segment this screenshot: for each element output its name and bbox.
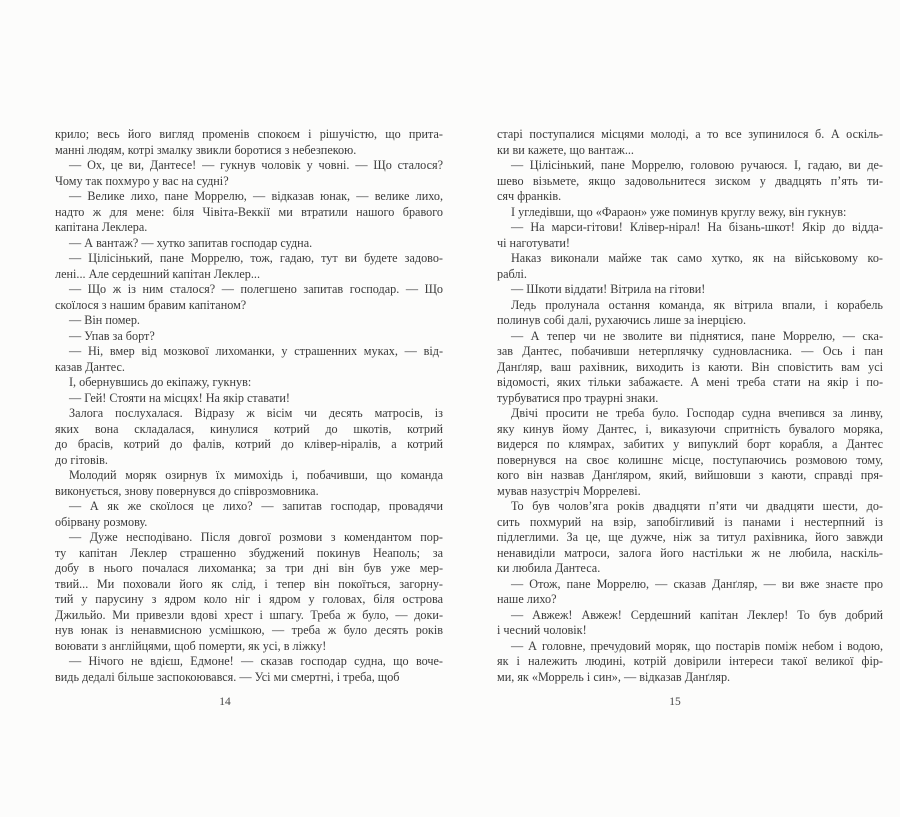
text-line: зав Дантес, побачивши нетерплячку судновласника. — Ось і пан bbox=[497, 344, 883, 358]
paragraph bbox=[55, 282, 443, 313]
text-line: ненавиділи матроси, залога його настільки ж не любила, наскіль- bbox=[497, 545, 883, 560]
text-line: І, обернувшись до екіпажу, гукнув: bbox=[69, 375, 252, 389]
page-left-text bbox=[55, 127, 443, 685]
paragraph bbox=[55, 654, 443, 685]
text-line: нув юнак із ненавмисною усмішкою, — треба ж було десять років bbox=[55, 623, 443, 637]
paragraph bbox=[497, 220, 883, 251]
text-line: скоїлося з нашим бравим капітаном? bbox=[55, 297, 247, 312]
text-line: — Гей! Стояти на місцях! На якір ставати! bbox=[69, 390, 290, 405]
text-line: до брасів, котрий до фалів, котрий до клівер-ніралів, а котрий bbox=[55, 437, 443, 451]
text-line: — Він помер. bbox=[69, 313, 140, 327]
text-line: — Нічого не вдієш, Едмоне! — сказав господар судна, що воче- bbox=[69, 654, 443, 668]
text-line: ки ви кажете, що вантаж... bbox=[497, 142, 634, 157]
paragraph bbox=[497, 499, 883, 577]
text-line: Ледь пролунала остання команда, як вітрила впали, і корабель bbox=[511, 297, 883, 312]
text-line: То був чолов’яга років двадцяти п’яти чи двадцяти шести, до- bbox=[511, 499, 883, 513]
text-line: Двічі просити не треба було. Господар судна вчепився за линву, bbox=[511, 406, 883, 420]
text-line: казав Дантес. bbox=[55, 359, 125, 374]
paragraph bbox=[497, 406, 883, 499]
text-line: — Що ж із ним сталося? — полегшено запитав господар. — Що bbox=[69, 282, 443, 296]
paragraph bbox=[497, 298, 883, 329]
text-line: до гітовів. bbox=[55, 452, 108, 467]
text-line: — Упав за борт? bbox=[69, 328, 155, 343]
text-line: мував назустріч Моррелеві. bbox=[497, 483, 641, 498]
text-line: — На марси-гітови! Клівер-нірал! На бізань-шкот! Якір до відда- bbox=[511, 220, 883, 234]
text-line: підлеглими. За це, ще дужче, ніж за титул рахівника, його завжди bbox=[497, 530, 883, 544]
page-number-left: 14 bbox=[219, 696, 231, 708]
text-line: сяч франків. bbox=[497, 189, 562, 203]
text-line: ту капітан Леклер страшенно збуджений покинув Неаполь; за bbox=[55, 545, 443, 560]
text-line: — Велике лихо, пане Моррелю, — відказав юнак, — велике лихо, bbox=[69, 189, 443, 203]
text-line: виконується, знову повернувся до співрозмовника. bbox=[55, 483, 319, 498]
text-line: старі поступалися місцями молоді, а то все зупинилося б. А оскіль- bbox=[497, 127, 883, 141]
text-line: — Отож, пане Моррелю, — сказав Данґляр, — ви вже знаєте про bbox=[511, 576, 883, 591]
text-line: повернувся на своє колишнє місце, поступаючись розмовою тому, bbox=[497, 452, 883, 467]
text-line: чі наготувати! bbox=[497, 235, 570, 250]
paragraph bbox=[55, 251, 443, 282]
text-line: — А головне, пречудовий моряк, що постарів поміж небом і водою, bbox=[511, 638, 883, 653]
text-line: Молодий моряк озирнув їх мимохідь і, побачивши, що команда bbox=[69, 468, 443, 482]
text-line: раблі. bbox=[497, 266, 527, 281]
text-line: яких вона складалася, кинулися котрий до шкотів, котрий bbox=[55, 421, 443, 436]
text-line: — Шкоти віддати! Вітрила на гітови! bbox=[511, 282, 706, 296]
text-line: видерся по клямрах, забитих у випуклий борт корабля, а Дантес bbox=[497, 437, 883, 451]
text-line: — Дуже несподівано. Після довгої розмови з комендантом пор- bbox=[69, 530, 443, 544]
paragraph bbox=[497, 608, 883, 639]
text-line: — Цілісінький, пане Моррелю, головою ручаюся. І, гадаю, ви де- bbox=[511, 158, 883, 172]
paragraph bbox=[55, 189, 443, 236]
text-line: тий у парусину з ядром коло ніг і ядром у головах, біля острова bbox=[55, 592, 443, 606]
paragraph bbox=[497, 158, 883, 205]
paragraph bbox=[55, 236, 443, 252]
text-line: І угледівши, що «Фараон» уже поминув круглу вежу, він гукнув: bbox=[511, 204, 847, 219]
text-line: манні людям, котрі змалку звикли боротися з небезпекою. bbox=[55, 142, 357, 157]
text-line: надто ж для мене: біля Чівіта-Веккії ми втратили нашого бравого bbox=[55, 204, 443, 219]
text-line: — Ох, це ви, Дантесе! — гукнув чоловік у човні. — Що сталося? bbox=[69, 158, 443, 172]
page-right-text bbox=[497, 127, 883, 685]
text-line: — А вантаж? — хутко запитав господар судна. bbox=[69, 235, 313, 250]
text-line: шево візьмете, якщо задовольнитеся зиском у двадцять п’ять ти- bbox=[497, 173, 883, 188]
paragraph bbox=[55, 530, 443, 654]
text-line: крило; весь його вигляд променів спокоєм і рішучістю, що прита- bbox=[55, 127, 443, 141]
text-line: полинув собі далі, рухаючись лише за інерцією. bbox=[497, 313, 746, 327]
text-line: обірвану розмову. bbox=[55, 514, 148, 529]
text-line: — Ні, вмер від мозкової лихоманки, у страшенних муках, — від- bbox=[69, 344, 443, 358]
text-line: твий... Ми поховали його як слід, і тепер він покоїться, загорну- bbox=[55, 576, 443, 591]
text-line: Чому так похмуро у вас на судні? bbox=[55, 173, 229, 188]
text-line: — А тепер чи не зволите ви піднятися, пане Моррелю, — ска- bbox=[511, 328, 883, 343]
text-line: кого він назвав Данґляром, який, вийшовши з каюти, справді пря- bbox=[497, 468, 883, 482]
paragraph bbox=[55, 329, 443, 345]
text-line: воювати з англійцями, щоб померти, як усі, в ліжку! bbox=[55, 638, 327, 653]
paragraph bbox=[55, 468, 443, 499]
paragraph bbox=[55, 313, 443, 329]
paragraph bbox=[55, 391, 443, 407]
paragraph bbox=[497, 251, 883, 282]
text-line: — Авжеж! Авжеж! Сердешний капітан Леклер! То був добрий bbox=[511, 607, 883, 622]
paragraph bbox=[55, 127, 443, 158]
paragraph bbox=[497, 127, 883, 158]
paragraph bbox=[55, 406, 443, 468]
paragraph bbox=[497, 282, 883, 298]
text-line: лені... Але сердешний капітан Леклер... bbox=[55, 266, 261, 281]
text-line: капітана Леклера. bbox=[55, 220, 148, 234]
text-line: Джильйо. Ми привезли вдові хрест і шпагу. Треба ж було, — доки- bbox=[55, 607, 443, 622]
text-line: ки любила Дантеса. bbox=[497, 561, 601, 575]
text-line: і чесний чоловік! bbox=[497, 623, 587, 637]
text-line: турбуватися про траурні знаки. bbox=[497, 390, 659, 405]
paragraph bbox=[497, 205, 883, 221]
text-line: — Цілісінький, пане Моррелю, тож, гадаю, тут ви будете задово- bbox=[69, 251, 443, 265]
text-line: яку кинув йому Дантес, і, виказуючи спритність бувалого моряка, bbox=[497, 421, 883, 436]
paragraph bbox=[497, 329, 883, 407]
paragraph bbox=[55, 158, 443, 189]
text-line: видь дедалі більше заспокоювався. — Усі ми смертні, і треба, щоб bbox=[55, 669, 400, 684]
text-line: Залога послухалася. Відразу ж вісім чи десять матросів, із bbox=[69, 406, 443, 420]
text-line: наше лихо? bbox=[497, 592, 557, 606]
text-line: Данґляр, ваш рахівник, виходить із каюти. Він сповістить вам усі bbox=[497, 359, 883, 374]
paragraph bbox=[55, 344, 443, 375]
text-line: Наказ виконали майже так само хутко, як на військовому ко- bbox=[511, 251, 883, 265]
paragraph bbox=[55, 375, 443, 391]
paragraph bbox=[55, 499, 443, 530]
text-line: добу в нього почалася лихоманка; за три дні він був уже мер- bbox=[55, 561, 443, 575]
text-line: відомості, яких тільки забажаєте. А мені треба стати на якір і по- bbox=[497, 375, 883, 389]
text-line: як і належить людині, котрій довірили інтереси такої великої фір- bbox=[497, 654, 883, 668]
text-line: сить похмурий на взір, запобігливий із панами і нестерпний із bbox=[497, 514, 883, 529]
text-line: — А як же скоїлося це лихо? — запитав господар, провадячи bbox=[69, 499, 443, 513]
paragraph bbox=[497, 639, 883, 686]
page-number-right: 15 bbox=[669, 696, 681, 708]
paragraph bbox=[497, 577, 883, 608]
text-line: ми, як «Моррель і син», — відказав Данґляр. bbox=[497, 669, 731, 684]
